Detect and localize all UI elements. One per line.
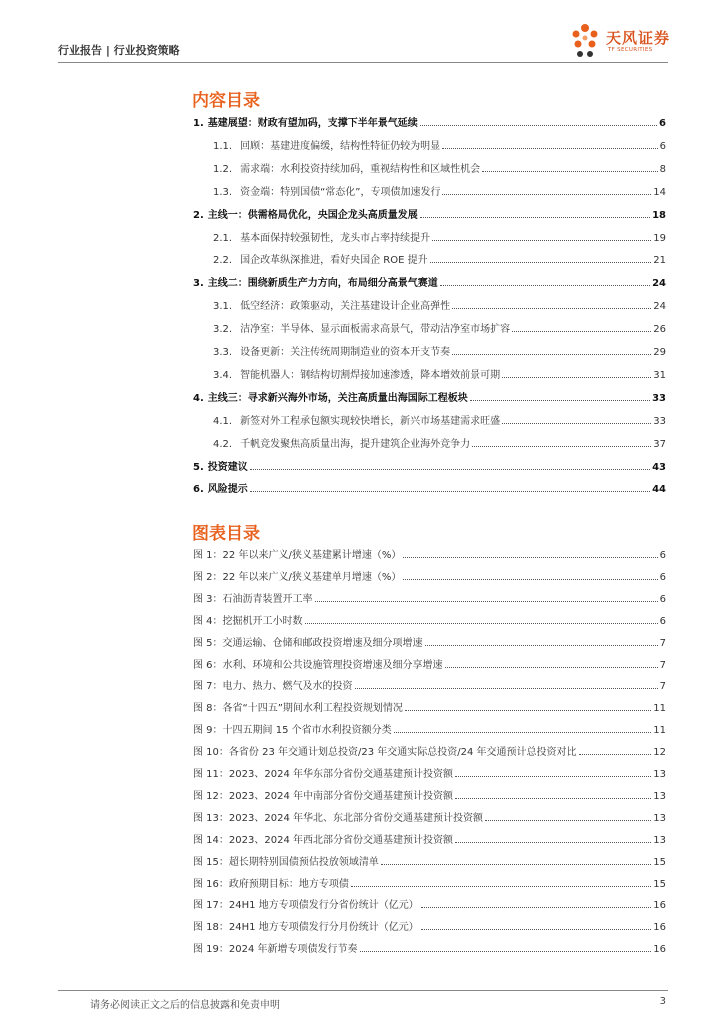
toc-entry-title: 国企改革纵深推进，看好央国企 ROE 提升 bbox=[240, 255, 428, 267]
figure-entry-title: 图 19：2024 年新增专项债发行节奏 bbox=[193, 944, 358, 956]
toc-entry-title: 主线一：供需格局优化，央国企龙头高质量发展 bbox=[207, 209, 418, 221]
toc-entry[interactable] bbox=[213, 438, 666, 452]
figure-entry[interactable] bbox=[193, 768, 666, 782]
figure-entry-page: 13 bbox=[653, 834, 666, 846]
toc-entry-page: 31 bbox=[653, 369, 666, 381]
figure-entry-page: 7 bbox=[659, 637, 666, 649]
disclaimer-text: 请务必阅读正文之后的信息披露和免责申明 bbox=[90, 1000, 280, 1011]
toc-entry[interactable] bbox=[213, 300, 666, 314]
toc-entry-page: 37 bbox=[653, 438, 666, 450]
toc-entry-title: 智能机器人：钢结构切割焊接加速渗透，降本增效前景可期 bbox=[240, 369, 501, 381]
figure-leader-dots bbox=[455, 842, 651, 843]
figure-entry[interactable] bbox=[193, 702, 666, 716]
toc-leader-dots bbox=[442, 148, 658, 149]
figure-leader-dots bbox=[455, 776, 651, 777]
toc-entry-page: 6 bbox=[659, 140, 666, 152]
toc-leader-dots bbox=[440, 285, 650, 286]
toc-entry-number: 1.1. bbox=[213, 140, 233, 152]
figure-entry-title: 图 4：挖掘机开工小时数 bbox=[193, 615, 303, 627]
toc-entry[interactable] bbox=[213, 415, 666, 429]
figure-entry-page: 11 bbox=[653, 703, 666, 715]
figure-entry-title: 图 16：政府预期目标：地方专项债 bbox=[193, 878, 349, 890]
figure-entry[interactable] bbox=[193, 899, 666, 913]
figure-leader-dots bbox=[381, 864, 651, 865]
toc-entry-title: 主线二：围绕新质生产力方向，布局细分高景气赛道 bbox=[207, 278, 438, 290]
figure-entry-title: 图 8：各省“十四五”期间水利工程投资规划情况 bbox=[193, 703, 403, 715]
toc-entry-page: 24 bbox=[652, 278, 666, 290]
figure-entry-page: 6 bbox=[659, 550, 666, 561]
figure-entry-title: 图 14：2023、2024 年西北部分省份交通基建预计投资额 bbox=[193, 834, 453, 846]
toc-entry-number: 5. bbox=[193, 461, 204, 473]
toc-entry-number: 2.2. bbox=[213, 255, 233, 267]
toc-entry-page: 8 bbox=[659, 163, 666, 175]
figure-entry-title: 图 13：2023、2024 年华北、东北部分省份交通基建预计投资额 bbox=[193, 812, 483, 824]
figure-leader-dots bbox=[305, 623, 658, 624]
figure-entry-page: 16 bbox=[653, 922, 666, 934]
figure-entry[interactable] bbox=[193, 659, 666, 673]
figure-entry[interactable] bbox=[193, 746, 666, 760]
figure-entry-title: 图 3：石油沥青装置开工率 bbox=[193, 593, 313, 605]
toc-leader-dots bbox=[470, 400, 650, 401]
toc-leader-dots bbox=[442, 194, 651, 195]
logo-name: 天风证券 bbox=[606, 29, 671, 47]
toc-entry-title: 风险提示 bbox=[207, 484, 248, 496]
toc-entry-number: 2.1. bbox=[213, 232, 233, 244]
figure-leader-dots bbox=[455, 798, 651, 799]
toc-entry-title: 投资建议 bbox=[207, 461, 248, 473]
toc-entry-title: 资金端：特别国债“常态化”，专项债加速发行 bbox=[240, 186, 441, 198]
figure-entry-title: 图 6：水利、环境和公共设施管理投资增速及细分享增速 bbox=[193, 659, 443, 671]
figure-entry[interactable] bbox=[193, 943, 666, 957]
toc-entry-title: 低空经济：政策驱动，关注基建设计企业高弹性 bbox=[240, 301, 451, 313]
figure-entry[interactable] bbox=[193, 549, 666, 563]
toc-entry[interactable] bbox=[213, 232, 666, 246]
toc-entry-number: 4.1. bbox=[213, 415, 233, 427]
toc-entry[interactable] bbox=[213, 346, 666, 360]
figure-entry-title: 图 1：22 年以来广义/狭义基建累计增速（%） bbox=[193, 550, 402, 561]
toc-entry-title: 千帆竞发聚焦高质量出海，提升建筑企业海外竞争力 bbox=[240, 438, 471, 450]
figure-entry-page: 7 bbox=[659, 659, 666, 671]
toc-entry-number: 3.4. bbox=[213, 369, 233, 381]
toc-entry[interactable] bbox=[213, 254, 666, 268]
toc-leader-dots bbox=[420, 125, 657, 126]
toc-entry-title: 需求端：水利投资持续加码，重视结构性和区域性机会 bbox=[240, 163, 481, 175]
figure-leader-dots bbox=[315, 601, 658, 602]
toc-entry-number: 6. bbox=[193, 484, 204, 496]
figure-entry-page: 6 bbox=[659, 593, 666, 605]
figure-entry-page: 13 bbox=[653, 812, 666, 824]
toc-leader-dots bbox=[502, 423, 651, 424]
figure-leader-dots bbox=[421, 929, 652, 930]
toc-leader-dots bbox=[432, 240, 651, 241]
toc-entry-number: 4.2. bbox=[213, 438, 233, 450]
figure-entry[interactable] bbox=[193, 615, 666, 629]
figure-entry-title: 图 15：超长期特别国债预估投放领域清单 bbox=[193, 856, 379, 868]
page-number: 3 bbox=[659, 996, 666, 1007]
toc-leader-dots bbox=[472, 446, 651, 447]
toc-entry-page: 33 bbox=[652, 392, 666, 404]
figure-leader-dots bbox=[394, 732, 652, 733]
figure-entry-page: 13 bbox=[653, 790, 666, 802]
toc-entry-number: 3.1. bbox=[213, 301, 233, 313]
toc-entry[interactable] bbox=[193, 277, 666, 291]
toc-entry[interactable] bbox=[213, 186, 666, 200]
figure-entry-page: 13 bbox=[653, 769, 666, 780]
toc-leader-dots bbox=[502, 377, 651, 378]
toc-entry-number: 2. bbox=[193, 209, 204, 221]
figure-entry[interactable] bbox=[193, 790, 666, 804]
report-breadcrumb: 行业报告 | 行业投资策略 bbox=[58, 44, 180, 57]
figure-entry-page: 16 bbox=[653, 944, 666, 956]
figure-entry-title: 图 18：24H1 地方专项债发行分月份统计（亿元） bbox=[193, 922, 419, 934]
logo-subtitle: TF SECURITIES bbox=[608, 47, 653, 53]
figure-leader-dots bbox=[351, 886, 651, 887]
figure-leader-dots bbox=[403, 579, 657, 580]
toc-entry-number: 1.3. bbox=[213, 186, 233, 198]
figure-entry[interactable] bbox=[193, 921, 666, 935]
toc-entry-number: 4. bbox=[193, 392, 204, 404]
figure-leader-dots bbox=[579, 754, 652, 755]
toc-entry[interactable] bbox=[213, 140, 666, 154]
figure-entry-title: 图 10：各省份 23 年交通计划总投资/23 年交通实际总投资/24 年交通预计总投资对比 bbox=[193, 747, 577, 759]
toc-entry[interactable] bbox=[213, 369, 666, 383]
figure-entry-title: 图 2：22 年以来广义/狭义基建单月增速（%） bbox=[193, 571, 402, 583]
figure-entry[interactable] bbox=[193, 812, 666, 826]
figure-entry-title: 图 7：电力、热力、燃气及水的投资 bbox=[193, 681, 353, 693]
toc-entry-number: 3. bbox=[193, 278, 204, 290]
toc-entry-title: 设备更新：关注传统周期制造业的资本开支节奏 bbox=[240, 347, 451, 358]
figure-leader-dots bbox=[425, 645, 658, 646]
toc-entry-number: 3.3. bbox=[213, 347, 233, 358]
figure-entry[interactable] bbox=[193, 856, 666, 870]
figure-leader-dots bbox=[421, 907, 652, 908]
footer-divider bbox=[58, 990, 668, 991]
figure-toc-title: 图表目录 bbox=[192, 524, 260, 544]
figure-entry-page: 11 bbox=[653, 725, 666, 737]
toc-entry[interactable] bbox=[193, 461, 666, 475]
toc-entry-number: 1. bbox=[193, 118, 204, 129]
figure-entry-title: 图 12：2023、2024 年中南部分省份交通基建预计投资额 bbox=[193, 790, 453, 802]
company-logo bbox=[568, 22, 688, 62]
toc-entry-page: 33 bbox=[653, 415, 666, 427]
toc-entry-title: 回顾：基建进度偏缓，结构性特征仍较为明显 bbox=[240, 140, 441, 152]
figure-entry[interactable] bbox=[193, 834, 666, 848]
toc-entry-number: 1.2. bbox=[213, 163, 233, 175]
figure-leader-dots bbox=[355, 688, 658, 689]
toc-leader-dots bbox=[250, 469, 650, 470]
figure-entry-title: 图 17：24H1 地方专项债发行分省份统计（亿元） bbox=[193, 900, 419, 912]
toc-leader-dots bbox=[250, 491, 650, 492]
figure-leader-dots bbox=[403, 557, 657, 558]
figure-entry[interactable] bbox=[193, 680, 666, 694]
toc-entry-title: 基本面保持较强韧性，龙头市占率持续提升 bbox=[240, 232, 431, 244]
toc-leader-dots bbox=[452, 354, 651, 355]
figure-entry[interactable] bbox=[193, 637, 666, 651]
figure-entry-title: 图 9：十四五期间 15 个省市水利投资额分类 bbox=[193, 725, 392, 737]
toc-entry-page: 26 bbox=[653, 324, 666, 336]
toc-entry-page: 18 bbox=[652, 209, 666, 221]
toc-leader-dots bbox=[452, 308, 651, 309]
toc-entry-number: 3.2. bbox=[213, 324, 233, 336]
toc-entry-page: 29 bbox=[653, 347, 666, 358]
toc-entry-page: 44 bbox=[652, 484, 666, 496]
toc-entry[interactable] bbox=[213, 323, 666, 337]
toc-entry-page: 14 bbox=[653, 186, 666, 198]
toc-entry-title: 新签对外工程承包额实现较快增长，新兴市场基建需求旺盛 bbox=[240, 415, 501, 427]
toc-entry[interactable] bbox=[193, 392, 666, 406]
toc-entry-title: 主线三：寻求新兴海外市场，关注高质量出海国际工程板块 bbox=[207, 392, 468, 404]
toc-entry-page: 43 bbox=[652, 461, 666, 473]
figure-entry-page: 15 bbox=[653, 878, 666, 890]
toc-entry-page: 21 bbox=[653, 255, 666, 267]
toc-entry-page: 6 bbox=[659, 118, 666, 129]
toc-leader-dots bbox=[430, 262, 652, 263]
toc-leader-dots bbox=[420, 217, 650, 218]
toc-entry-page: 19 bbox=[653, 232, 666, 244]
figure-entry[interactable] bbox=[193, 571, 666, 585]
toc-entry[interactable] bbox=[193, 483, 666, 497]
figure-leader-dots bbox=[485, 820, 651, 821]
figure-entry[interactable] bbox=[193, 878, 666, 892]
toc-entry[interactable] bbox=[193, 209, 666, 223]
toc-leader-dots bbox=[482, 171, 658, 172]
toc-entry[interactable] bbox=[193, 117, 666, 131]
figure-leader-dots bbox=[360, 951, 652, 952]
figure-entry-page: 6 bbox=[659, 615, 666, 627]
header-divider bbox=[58, 62, 668, 63]
toc-title: 内容目录 bbox=[192, 91, 260, 111]
toc-entry-page: 24 bbox=[653, 301, 666, 313]
figure-entry-page: 7 bbox=[659, 681, 666, 693]
figure-entry-page: 12 bbox=[653, 747, 666, 759]
figure-entry[interactable] bbox=[193, 724, 666, 738]
figure-entry-page: 6 bbox=[659, 571, 666, 583]
toc-entry-title: 洁净室：半导体、显示面板需求高景气，带动洁净室市场扩容 bbox=[240, 324, 511, 336]
toc-entry[interactable] bbox=[213, 163, 666, 177]
toc-entry-title: 基建展望：财政有望加码，支撑下半年景气延续 bbox=[207, 118, 418, 129]
figure-entry[interactable] bbox=[193, 593, 666, 607]
figure-entry-page: 16 bbox=[653, 900, 666, 912]
figure-entry-page: 15 bbox=[653, 856, 666, 868]
figure-entry-title: 图 11：2023、2024 年华东部分省份交通基建预计投资额 bbox=[193, 769, 453, 780]
figure-leader-dots bbox=[405, 710, 651, 711]
toc-leader-dots bbox=[512, 331, 651, 332]
figure-leader-dots bbox=[445, 667, 658, 668]
figure-entry-title: 图 5：交通运输、仓储和邮政投资增速及细分项增速 bbox=[193, 637, 423, 649]
flower-logo-icon bbox=[568, 22, 602, 60]
